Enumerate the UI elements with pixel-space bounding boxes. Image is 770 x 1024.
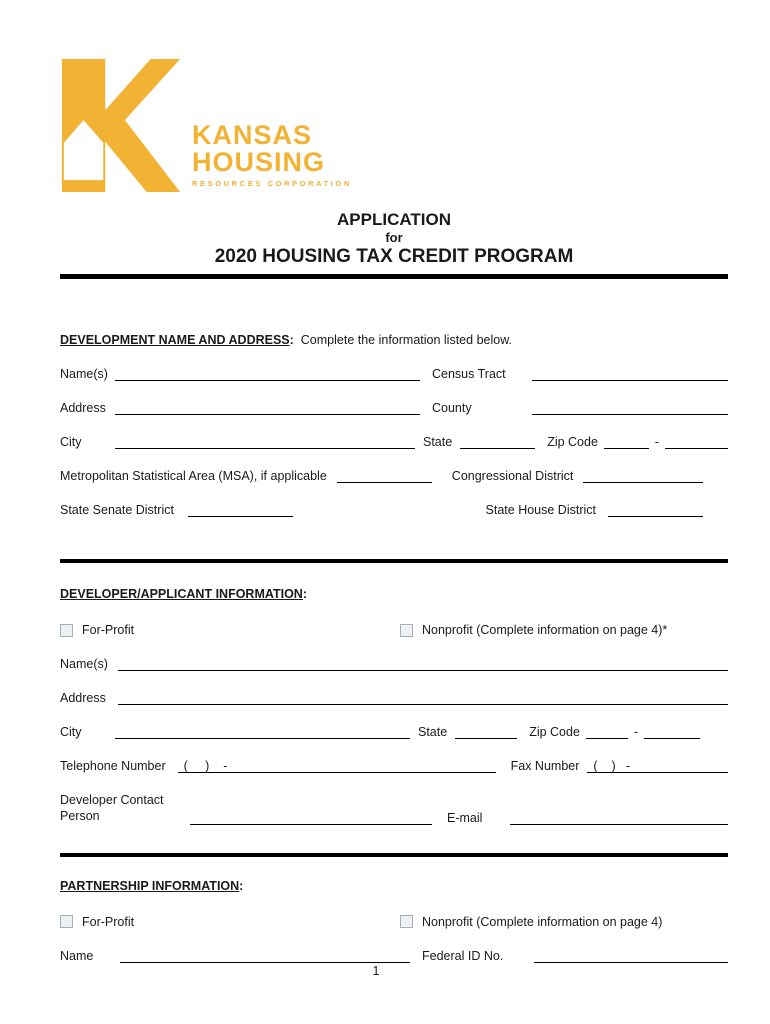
federal-id-label: Federal ID No. <box>422 948 504 963</box>
developer-state-label: State <box>418 725 448 740</box>
development-congressional-line[interactable] <box>583 469 703 483</box>
row-developer-contact-email <box>60 793 728 824</box>
partnership-for-profit-option <box>60 915 400 929</box>
logo-text-kansas: KANSAS <box>192 120 313 150</box>
developer-zip-separator: - <box>633 725 639 740</box>
developer-address-label: Address <box>60 691 106 706</box>
developer-zip-code-label: Zip Code <box>529 725 580 740</box>
partnership-heading-text: PARTNERSHIP INFORMATION <box>60 878 240 893</box>
developer-names-line[interactable] <box>118 657 728 671</box>
developer-heading-text: DEVELOPER/APPLICANT INFORMATION <box>60 587 303 602</box>
development-house-line[interactable] <box>608 503 703 517</box>
document-title <box>60 210 728 268</box>
development-senate-line[interactable] <box>188 503 293 517</box>
developer-zip-line-1[interactable] <box>586 725 628 739</box>
row-city-state-zip <box>60 435 728 449</box>
developer-city-label: City <box>60 725 82 740</box>
title-divider-rule <box>60 274 728 279</box>
logo-wordmark <box>192 122 352 192</box>
city-label: City <box>60 435 82 450</box>
partnership-for-profit-checkbox[interactable] <box>60 915 73 928</box>
developer-contact-label-line2: Person <box>60 808 100 823</box>
developer-telephone-line[interactable]: ( ) - <box>178 759 496 773</box>
zip-separator: - <box>654 435 660 450</box>
partnership-name-line[interactable] <box>120 949 410 963</box>
row-developer-city-state-zip <box>60 725 728 739</box>
kansas-housing-k-icon <box>60 59 182 192</box>
development-heading-description: Complete the information listed below. <box>300 333 513 348</box>
congressional-district-label: Congressional District <box>451 469 574 484</box>
partnership-nonprofit-checkbox[interactable] <box>400 915 413 928</box>
state-senate-district-label: State Senate District <box>60 503 174 518</box>
development-section-heading <box>60 333 728 347</box>
page-number: 1 <box>372 964 380 978</box>
kansas-housing-logo <box>60 57 728 192</box>
partnership-nonprofit-label: Nonprofit (Complete information on page 4) <box>422 914 663 929</box>
development-heading-colon: : <box>289 333 294 348</box>
county-label: County <box>432 401 472 416</box>
development-county-line[interactable] <box>532 401 728 415</box>
developer-contact-label-line1: Developer Contact <box>60 793 164 808</box>
row-developer-phone-fax <box>60 759 728 773</box>
row-partnership-name-fedid <box>60 949 728 963</box>
developer-nonprofit-label: Nonprofit (Complete information on page 4)* <box>422 623 668 638</box>
names-label: Name(s) <box>60 367 108 382</box>
developer-address-line[interactable] <box>118 691 728 705</box>
developer-contact-person-line[interactable] <box>190 811 432 825</box>
row-senate-house <box>60 503 728 517</box>
partnership-nonprofit-option <box>400 915 662 929</box>
developer-nonprofit-option <box>400 623 667 637</box>
partnership-profit-type-row <box>60 915 728 929</box>
developer-names-label: Name(s) <box>60 657 108 672</box>
state-label: State <box>423 435 453 450</box>
development-city-line[interactable] <box>115 435 415 449</box>
logo-tagline: RESOURCES CORPORATION <box>192 179 352 188</box>
title-line-1: APPLICATION <box>337 210 451 229</box>
logo-text-housing: HOUSING <box>192 147 326 177</box>
development-zip-line-2[interactable] <box>665 435 728 449</box>
developer-email-line[interactable] <box>510 811 728 825</box>
title-line-3: 2020 HOUSING TAX CREDIT PROGRAM <box>214 246 574 268</box>
developer-city-line[interactable] <box>115 725 410 739</box>
developer-state-line[interactable] <box>455 725 517 739</box>
row-developer-names <box>60 657 728 671</box>
developer-fax-line[interactable]: ( ) - <box>587 759 728 773</box>
partnership-section-heading <box>60 879 728 893</box>
development-msa-line[interactable] <box>337 469 432 483</box>
msa-label: Metropolitan Statistical Area (MSA), if applicable <box>60 469 327 484</box>
telephone-number-label: Telephone Number <box>60 759 166 774</box>
partnership-federal-id-line[interactable] <box>534 949 728 963</box>
partnership-heading-colon: : <box>239 878 244 893</box>
partnership-for-profit-label: For-Profit <box>82 914 135 929</box>
partnership-name-label: Name <box>60 948 94 963</box>
development-heading-text: DEVELOPMENT NAME AND ADDRESS <box>60 333 290 348</box>
developer-for-profit-option <box>60 623 400 637</box>
development-state-line[interactable] <box>460 435 535 449</box>
row-address-county <box>60 401 728 415</box>
development-zip-line-1[interactable] <box>604 435 649 449</box>
census-tract-label: Census Tract <box>432 367 506 382</box>
address-label: Address <box>60 401 106 416</box>
state-house-district-label: State House District <box>485 503 596 518</box>
developer-heading-colon: : <box>302 587 308 602</box>
email-label: E-mail <box>447 810 483 825</box>
row-name-census <box>60 367 728 381</box>
row-msa-congressional <box>60 469 728 483</box>
development-names-line[interactable] <box>115 367 420 381</box>
zip-code-label: Zip Code <box>547 435 598 450</box>
developer-zip-line-2[interactable] <box>644 725 700 739</box>
development-census-tract-line[interactable] <box>532 367 728 381</box>
row-developer-address <box>60 691 728 705</box>
developer-section-heading <box>60 587 728 601</box>
section-divider-rule-2 <box>60 853 728 857</box>
developer-contact-person-label <box>60 793 190 824</box>
developer-for-profit-label: For-Profit <box>82 623 135 638</box>
title-line-2: for <box>385 230 403 245</box>
section-divider-rule-1 <box>60 559 728 563</box>
development-address-line[interactable] <box>115 401 420 415</box>
developer-nonprofit-checkbox[interactable] <box>400 624 413 637</box>
fax-number-label: Fax Number <box>510 759 580 774</box>
developer-for-profit-checkbox[interactable] <box>60 624 73 637</box>
developer-profit-type-row <box>60 623 728 637</box>
